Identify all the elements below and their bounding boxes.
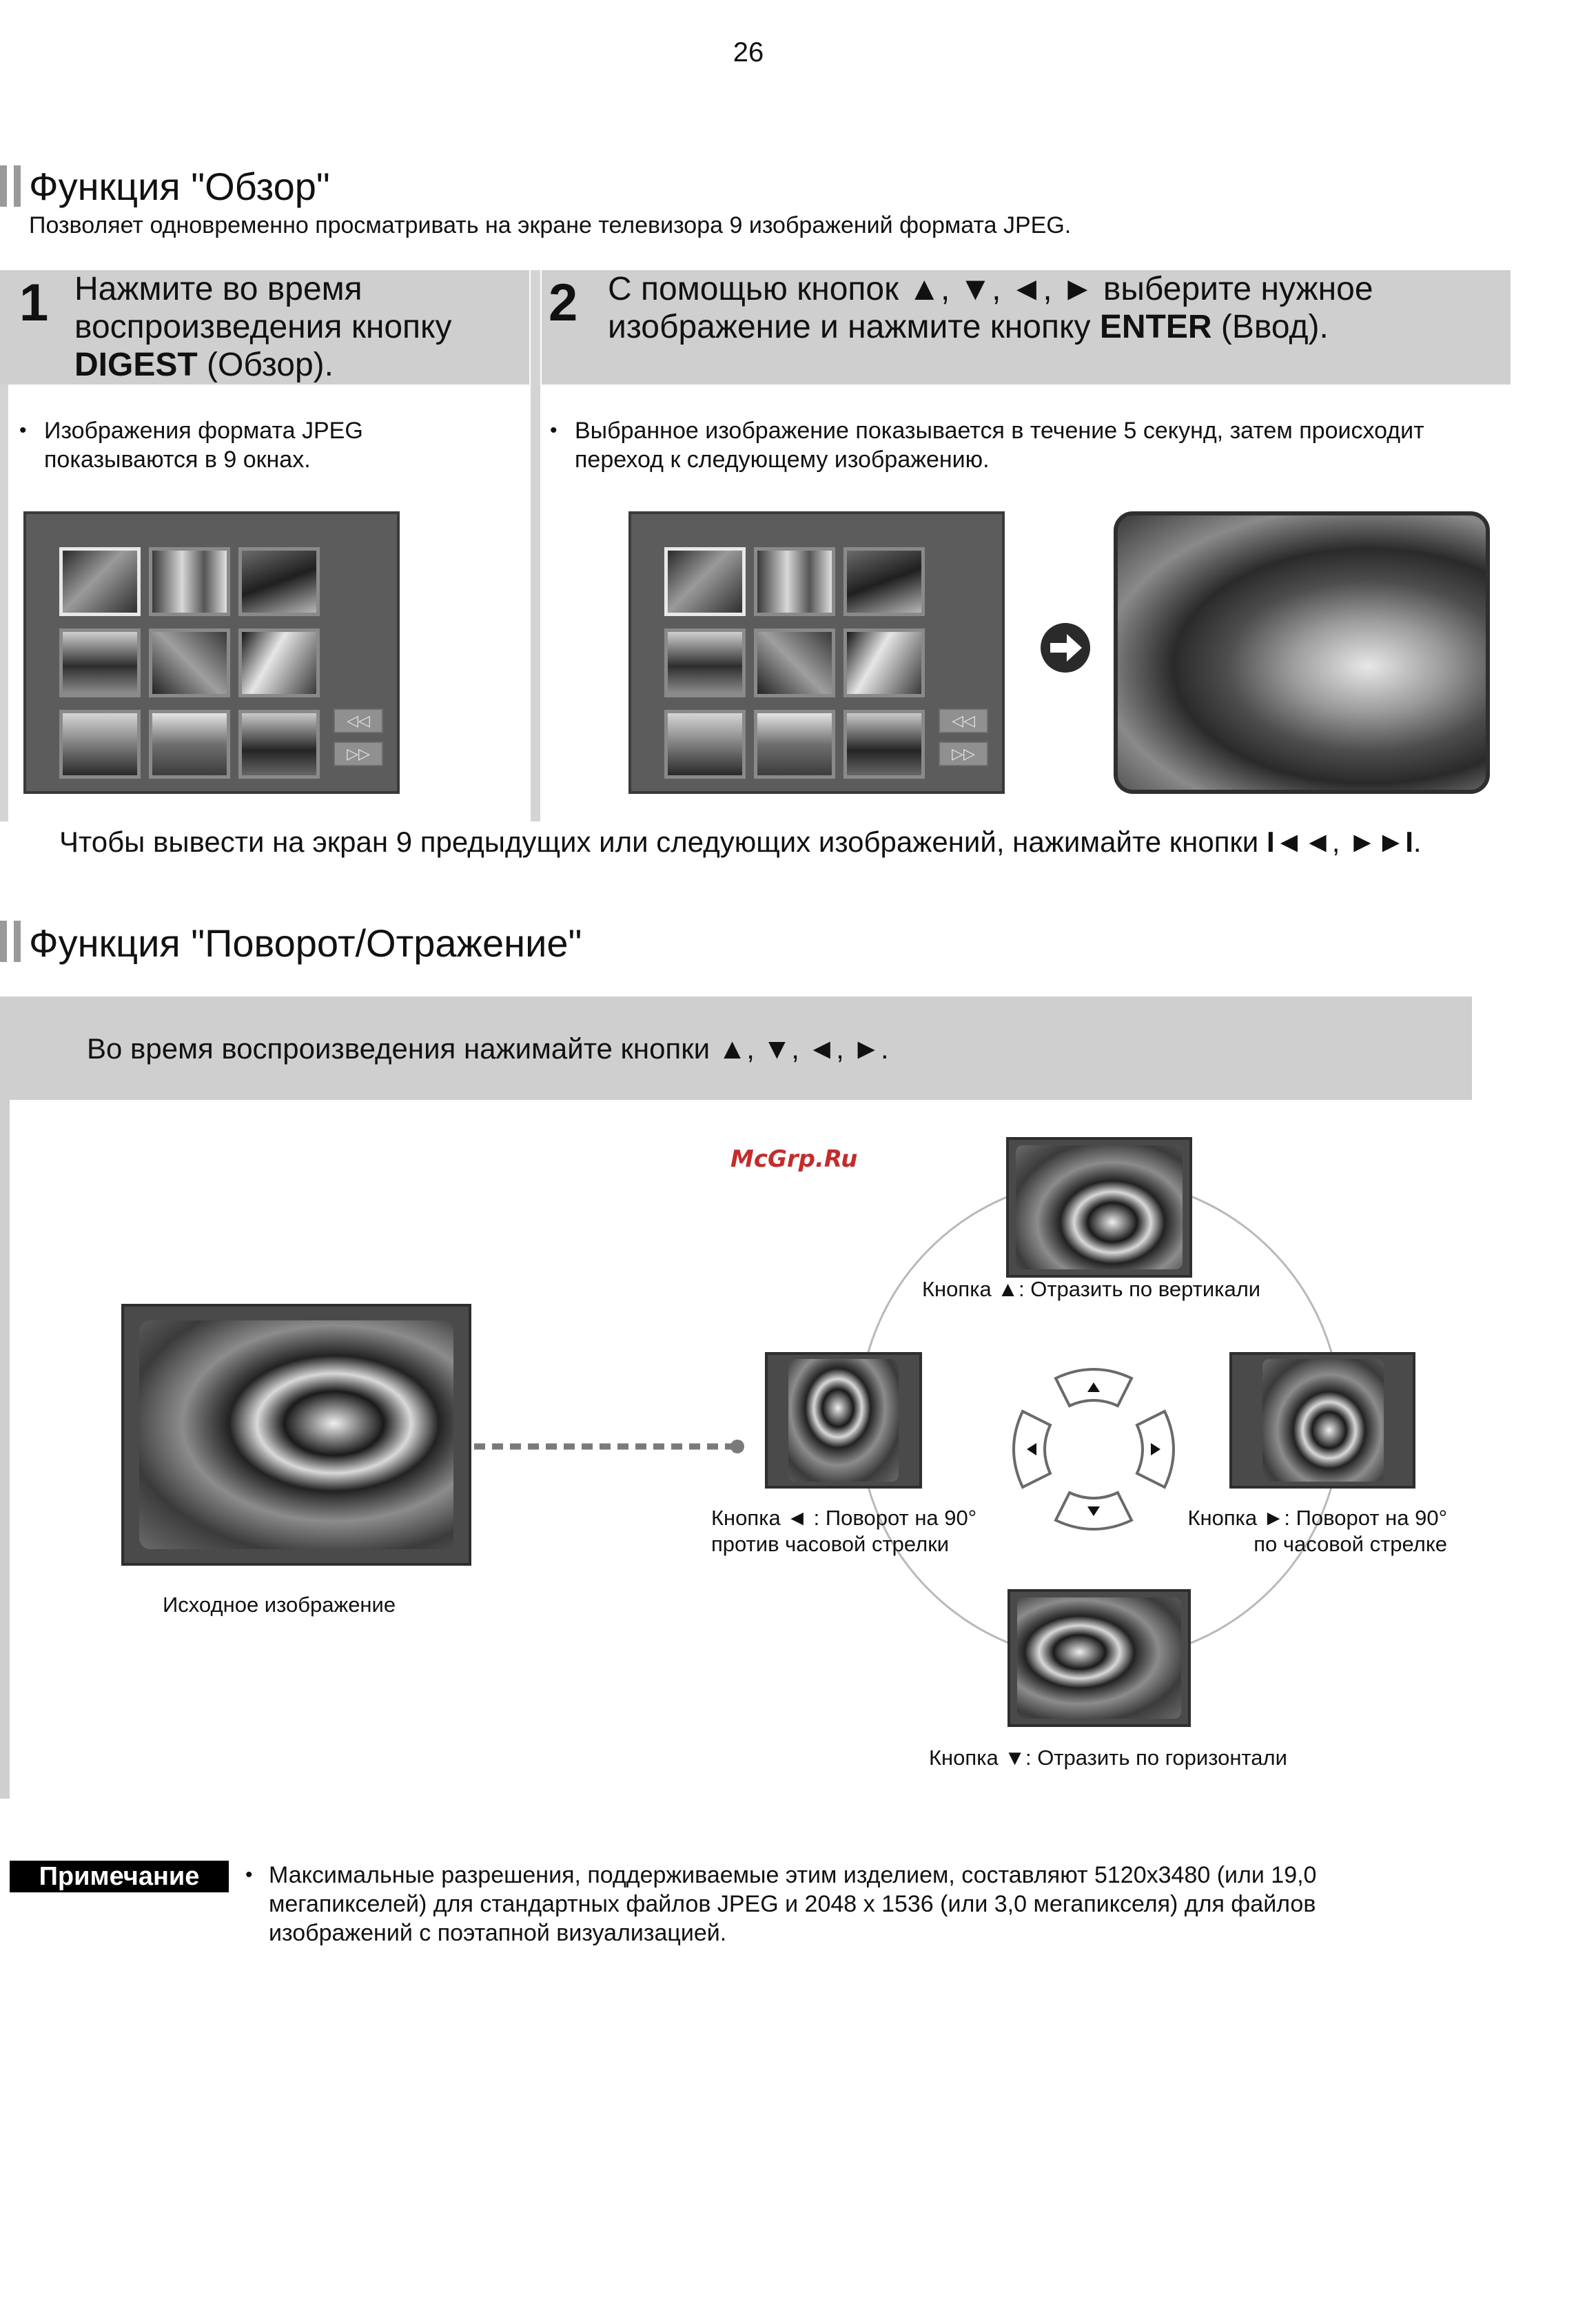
section-marker bbox=[14, 165, 21, 207]
down-caption: Кнопка ▼: Отразить по горизонтали bbox=[929, 1746, 1287, 1770]
next-page-button[interactable]: ▷▷ bbox=[939, 742, 988, 766]
thumbnail bbox=[59, 628, 141, 697]
prev-page-button[interactable]: ◁◁ bbox=[334, 708, 383, 733]
column-divider bbox=[531, 270, 540, 821]
watermark: McGrp.Ru bbox=[730, 1145, 858, 1173]
arrow-right-circle-icon bbox=[1039, 622, 1092, 674]
right-caption: Кнопка ►: Поворот на 90° по часовой стрелке bbox=[1187, 1506, 1447, 1556]
page-number: 26 bbox=[733, 37, 764, 68]
original-caption: Исходное изображение bbox=[163, 1593, 396, 1617]
section-marker bbox=[14, 921, 21, 962]
thumbnail bbox=[149, 547, 230, 616]
note-text: • Максимальные разрешения, поддерживаемые этим изделием, составляют 5120x3480 (или 19,0 мегапикселей) для стандартных файлов JPEG и 2048 x 1536 (или 3,0 мегапикселя) для файлов изображений с поэтапной визуализацией. bbox=[269, 1861, 1495, 1947]
next-page-button[interactable]: ▷▷ bbox=[334, 742, 383, 766]
thumbnail bbox=[664, 547, 746, 616]
section-marker bbox=[0, 921, 7, 962]
butterfly-photo bbox=[139, 1320, 453, 1549]
thumbnail bbox=[238, 547, 320, 616]
bullet-item: • Выбранное изображение показывается в течение 5 секунд, затем происходит переход к следующему изображению. bbox=[575, 416, 1498, 474]
left-rule bbox=[0, 1100, 10, 1799]
flip-vertical-image bbox=[1006, 1137, 1192, 1278]
thumbnail bbox=[843, 710, 925, 779]
left-caption: Кнопка ◄ : Поворот на 90° против часовой стрелки bbox=[711, 1506, 977, 1556]
left-rule bbox=[0, 385, 8, 821]
section-subtitle: Позволяет одновременно просматривать на экране телевизора 9 изображений формата JPEG. bbox=[29, 212, 1072, 238]
prev-page-button[interactable]: ◁◁ bbox=[939, 708, 988, 733]
kitten-photo bbox=[1114, 511, 1490, 794]
rotate-ccw-image bbox=[761, 1352, 926, 1489]
thumbnail bbox=[664, 710, 746, 779]
thumbnail bbox=[149, 710, 230, 779]
step1-text: Нажмите во время воспроизведения кнопку DIGEST (Обзор). bbox=[74, 271, 452, 383]
rotate-cw-image bbox=[1229, 1352, 1415, 1489]
thumbnail bbox=[843, 547, 925, 616]
thumbnail bbox=[843, 628, 925, 697]
nav-hint: Чтобы вывести на экран 9 предыдущих или следующих изображений, нажимайте кнопки I◄◄, ►►I. bbox=[59, 826, 1422, 858]
digest-screen bbox=[628, 511, 1005, 794]
instruction-text: Во время воспроизведения нажимайте кнопки ▲, ▼, ◄, ►. bbox=[87, 1032, 889, 1065]
digest-screen bbox=[23, 511, 400, 794]
thumbnail bbox=[754, 628, 835, 697]
step-number: 1 bbox=[19, 274, 49, 332]
dashed-connector bbox=[471, 1438, 747, 1455]
section-title: Функция "Поворот/Отражение" bbox=[29, 921, 582, 965]
thumbnail bbox=[664, 628, 746, 697]
step-number: 2 bbox=[549, 274, 578, 332]
thumbnail bbox=[754, 710, 835, 779]
note-label: Примечание bbox=[10, 1861, 229, 1892]
step2-text: С помощью кнопок ▲, ▼, ◄, ► выберите нужное изображение и нажмите кнопку ENTER (Ввод). bbox=[608, 271, 1373, 345]
thumbnail bbox=[754, 547, 835, 616]
original-image-frame bbox=[121, 1304, 471, 1566]
section-title: Функция "Обзор" bbox=[29, 165, 330, 208]
section-marker bbox=[0, 165, 7, 207]
thumbnail bbox=[238, 710, 320, 779]
thumbnail bbox=[59, 547, 141, 616]
dpad-icon bbox=[1007, 1363, 1180, 1535]
bullet-item: • Изображения формата JPEG показываются в 9 окнах. bbox=[44, 416, 513, 474]
thumbnail bbox=[59, 710, 141, 779]
thumbnail bbox=[238, 628, 320, 697]
up-caption: Кнопка ▲: Отразить по вертикали bbox=[922, 1277, 1261, 1301]
thumbnail bbox=[149, 628, 230, 697]
flip-horizontal-image bbox=[1007, 1589, 1191, 1727]
